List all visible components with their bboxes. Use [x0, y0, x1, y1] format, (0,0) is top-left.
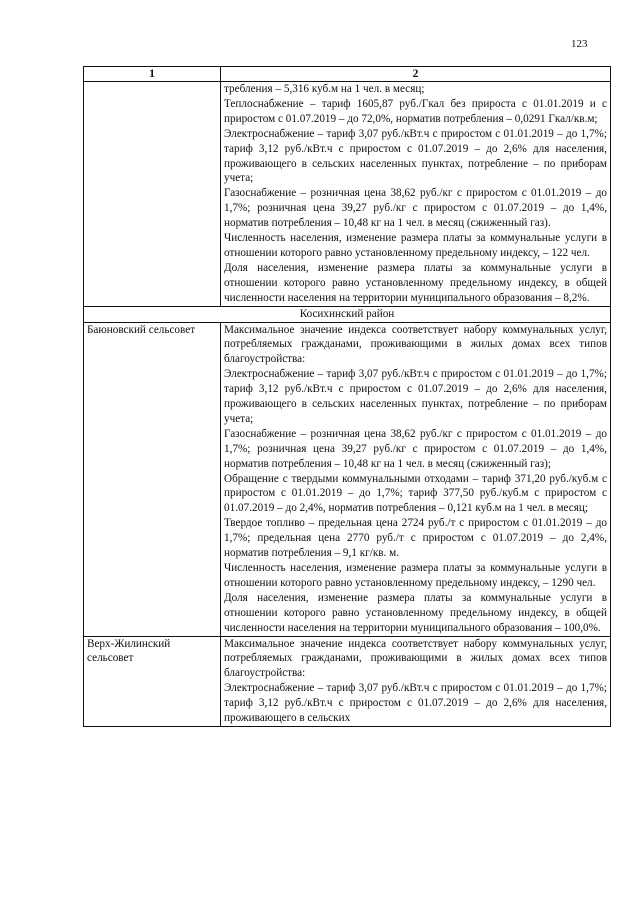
municipality-name: Верх-Жилинский сельсовет [84, 636, 221, 726]
column-header-1: 1 [84, 67, 221, 82]
paragraph: Электроснабжение – тариф 3,07 руб./кВт.ч с приростом с 01.01.2019 – до 1,7%; тариф 3,12 руб./кВт.ч с приростом с 01.07.2019 – до 2,6% для населения, проживающего в сельских [224, 682, 607, 725]
table-row [84, 322, 611, 636]
description-cell [221, 82, 611, 307]
table-row [84, 636, 611, 726]
paragraph: Твердое топливо – предельная цена 2724 руб./т с приростом с 01.01.2019 – до 1,7%; предельная цена 2770 руб./т с приростом с 01.07.2019 – до 2,4%, норматив потребления – 9,1 кг/кв. м. [224, 517, 607, 560]
paragraph: Газоснабжение – розничная цена 38,62 руб./кг с приростом с 01.01.2019 – до 1,7%; розничная цена 39,27 руб./кг с приростом с 01.07.2019 – до 1,4%, норматив потребления – 10,48 кг на 1 чел. в месяц (сжиженный газ); [224, 427, 607, 470]
column-header-2: 2 [221, 67, 611, 82]
paragraph: Теплоснабжение – тариф 1605,87 руб./Гкал без прироста с 01.01.2019 и с приростом с 01.07.2019 – до 72,0%, норматив потребления – 0,0291 Гкал/кв.м; [224, 97, 607, 125]
tariff-table [83, 66, 611, 727]
table-header-row [84, 67, 611, 82]
paragraph: Доля населения, изменение размера платы за коммунальные услуги в отношении которого равно установленному предельному индексу, в общей численности населения на территории муниципального образования – 8,2%. [224, 261, 607, 304]
municipality-name: Баюновский сельсовет [84, 322, 221, 636]
municipality-cell [84, 82, 221, 307]
paragraph: Максимальное значение индекса соответствует набору коммунальных услуг, потребляемых гражданами, проживающими в жилых домах всех типов благоустройства: [224, 637, 607, 680]
page-number: 123 [571, 38, 588, 50]
paragraph: Численность населения, изменение размера платы за коммунальные услуги в отношении которого равно установленному предельному индексу, – 122 чел. [224, 232, 607, 259]
district-name: Косихинский район [84, 306, 611, 322]
paragraph: Численность населения, изменение размера платы за коммунальные услуги в отношении которого равно установленному предельному индексу, – 1290 чел. [224, 562, 607, 589]
paragraph: требления – 5,316 куб.м на 1 чел. в месяц; [224, 83, 425, 95]
paragraph: Обращение с твердыми коммунальными отходами – тариф 371,20 руб./куб.м с приростом с 01.01.2019 – до 1,7%; тариф 377,50 руб./куб.м с приростом с 01.07.2019 – до 2,4%, норматив потребления – 0,121 куб.м на 1 чел. в месяц; [224, 472, 607, 515]
paragraph: Электроснабжение – тариф 3,07 руб./кВт.ч с приростом с 01.01.2019 – до 1,7%; тариф 3,12 руб./кВт.ч с приростом с 01.07.2019 – до 2,6% для населения, проживающего в сельских населенных пунктах, потребление – по приборам учета; [224, 368, 607, 425]
paragraph: Газоснабжение – розничная цена 38,62 руб./кг с приростом с 01.01.2019 – до 1,7%; розничная цена 39,27 руб./кг с приростом с 01.07.2019 – до 1,4%, норматив потребления – 10,48 кг на 1 чел. в месяц (сжиженный газ). [224, 187, 607, 230]
paragraph: Электроснабжение – тариф 3,07 руб./кВт.ч с приростом с 01.01.2019 – до 1,7%; тариф 3,12 руб./кВт.ч с приростом с 01.07.2019 – до 2,6% для населения, проживающего в сельских населенных пунктах, потребление – по приборам учета; [224, 127, 607, 185]
paragraph: Доля населения, изменение размера платы за коммунальные услуги в отношении которого равно установленному предельному индексу, в общей численности населения на территории муниципального образования – 100,0%. [224, 591, 607, 634]
district-row [84, 306, 611, 322]
table-row-continuation [84, 82, 611, 307]
description-cell [221, 636, 611, 726]
paragraph: Максимальное значение индекса соответствует набору коммунальных услуг, потребляемых гражданами, проживающими в жилых домах всех типов благоустройства: [224, 323, 607, 366]
description-cell [221, 322, 611, 636]
